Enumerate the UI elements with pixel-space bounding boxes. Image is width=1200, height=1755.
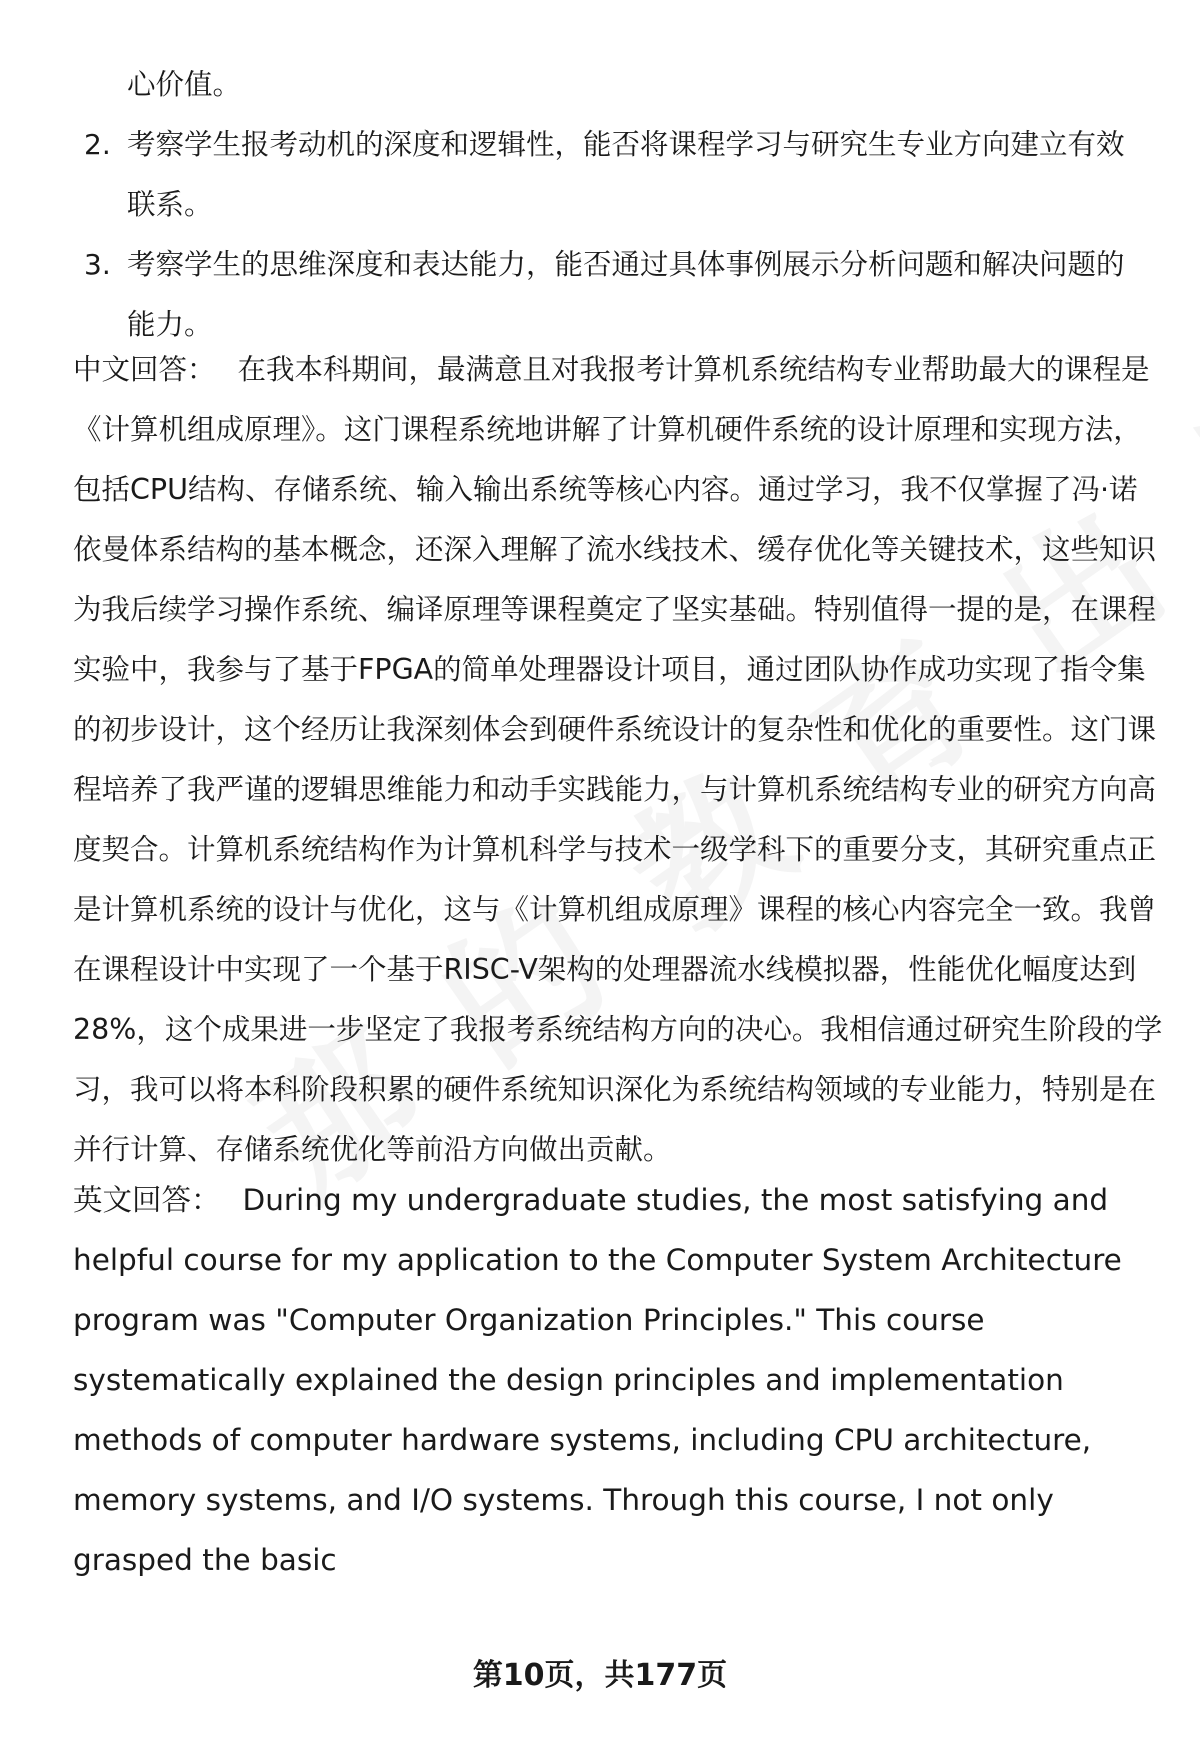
list-item-text: 考察学生报考动机的深度和逻辑性，能否将课程学习与研究生专业方向建立有效联系。 xyxy=(127,128,1125,221)
list-item xyxy=(0,115,1147,235)
criteria-list xyxy=(0,55,1200,355)
list-item-number: 2. xyxy=(84,128,111,161)
list-item xyxy=(0,55,1147,115)
list-item-number: 3. xyxy=(84,248,111,281)
page-footer: 第10页，共177页 xyxy=(472,1658,728,1693)
list-item xyxy=(0,235,1147,355)
list-item-text: 心价值。 xyxy=(127,68,242,101)
chinese-answer-text: 在我本科期间，最满意且对我报考计算机系统结构专业帮助最大的课程是《计算机组成原理》。这门课程系统地讲解了计算机硬件系统的设计原理和实现方法，包括CPU结构、存储系统、输入输出系统等核心内容。通过学习，我不仅掌握了冯·诺依曼体系结构的基本概念，还深入理解了流水线技术、缓存优化等关键技术，这些知识为我后续学习操作系统、编译原理等课程奠定了坚实基础。特别值得一提的是，在课程实验中，我参与了基于FPGA的简单处理器设计项目，通过团队协作成功实现了指令集的初步设计，这个经历让我深刻体会到硬件系统设计的复杂性和优化的重要性。这门课程培养了我严谨的逻辑思维能力和动手实践能力，与计算机系统结构专业的研究方向高度契合。计算机系统结构作为计算机科学与技术一级学科下的重要分支，其研究重点正是计算机系统的设计与优化，这与《计算机组成原理》课程的核心内容完全一致。我曾在课程设计中实现了一个基于RISC-V架构的处理器流水线模拟器，性能优化幅度达到28%，这个成果进一步坚定了我报考系统结构方向的决心。我相信通过研究生阶段的学习，我可以将本科阶段积累的硬件系统知识深化为系统结构领域的专业能力，特别是在并行计算、存储系统优化等前沿方向做出贡献。 xyxy=(73,353,1163,1166)
english-answer-paragraph xyxy=(73,1170,1163,1590)
english-answer-label: 英文回答： xyxy=(73,1183,221,1217)
english-answer-text: During my undergraduate studies, the most satisfying and helpful course for my application to the Computer System Architecture program was "Computer Organization Principles." This course systematically explained the design principles and implementation methods of computer hardware systems, including CPU architecture, memory systems, and I/O systems. Through this course, I not only grasped the basic xyxy=(73,1183,1122,1577)
list-item-text: 考察学生的思维深度和表达能力，能否通过具体事例展示分析问题和解决问题的能力。 xyxy=(127,248,1125,341)
chinese-answer-paragraph xyxy=(73,340,1163,1180)
chinese-answer-label: 中文回答： xyxy=(73,353,216,386)
